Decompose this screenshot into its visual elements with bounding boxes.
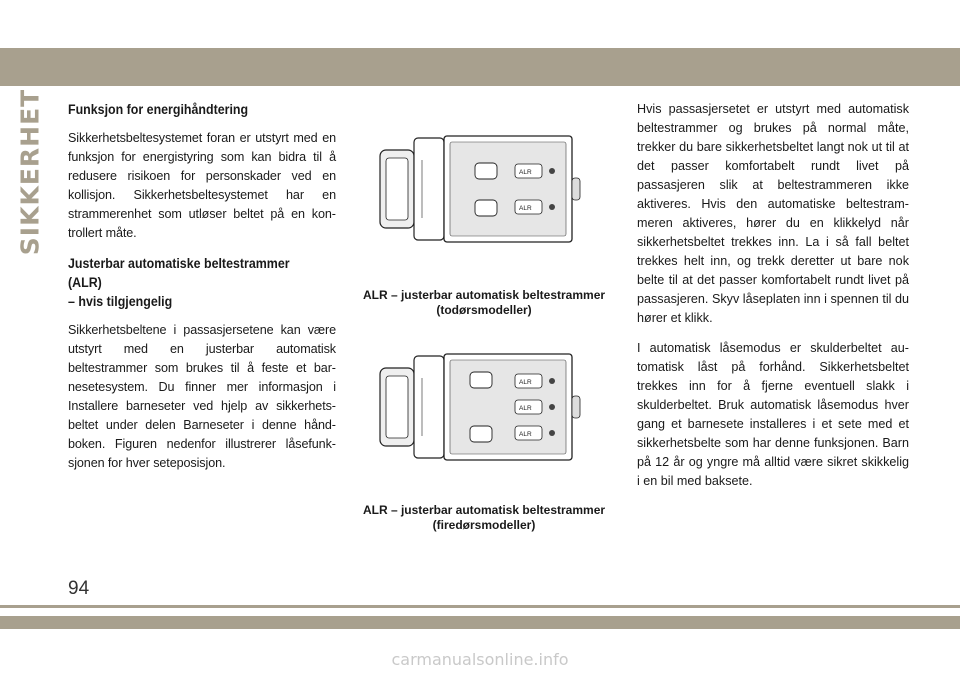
paragraph-passenger-seat: Hvis passasjersetet er utstyrt med automatisk beltestrammer og brukes på normal måte, trekker du bare sikkerhetsbeltet langt nok ut til at det passer komfortabelt rundt livet på passasjeren slik at beltestrammeren ikke aktiveres. Hvis den automatiske beltestrammeren aktiveres, hører du en klikkelyd når sikkerhetsbeltet trekkes inn. La i så fall beltet trekkes helt inn, og trekk deretter ut bare nok belte til at det passer komfortabelt rundt livet på passasjeren. Skyv låseplaten inn i spennen til du hører et klikk. [637, 102, 909, 325]
section-tab-label: SIKKERHET [15, 88, 45, 256]
heading-alr [68, 254, 315, 311]
spare-tire-icon [572, 396, 580, 418]
section-tab [10, 88, 50, 256]
alr-badge-label: ALR [519, 169, 532, 176]
two-door-vehicle-diagram [374, 130, 584, 248]
alr-badge-label: ALR [519, 431, 532, 438]
footer-band [0, 616, 960, 629]
spare-tire-icon [572, 178, 580, 200]
four-door-vehicle-diagram [374, 348, 584, 466]
caption-line2: (todørsmodeller) [436, 303, 532, 317]
alr-badge-label: ALR [519, 379, 532, 386]
seat-icon [549, 378, 555, 384]
paragraph-auto-lock-mode: I automatisk låsemodus er skulderbeltet automatisk låst på forhånd. Sikkerhetsbeltet trekkes inn for å fjerne eventuell slakk i skulderbeltet. Bruk automatisk låsemodus hver gang et barnesete installeres i et sete med et sikkerhetsbelte som har denne funksjonen. Barn på 12 år og yngre må alltid være sikret skikkelig i en bil med baksete. [637, 341, 909, 488]
alr-badge-rear [515, 200, 542, 214]
heading-energy-management: Funksjon for energihåndtering [68, 102, 249, 117]
alr-badge-label: ALR [519, 405, 532, 412]
figure-caption-two-door [356, 288, 612, 318]
heading-alr-line1: Justerbar automatiske beltestrammer (ALR) [68, 256, 290, 290]
seat-icon [549, 404, 555, 410]
alr-badge-front [515, 164, 542, 178]
alr-badge-right [515, 426, 542, 440]
caption-line2: (firedørsmodeller) [432, 518, 536, 532]
footer-line [0, 605, 960, 608]
alr-badge-label: ALR [519, 205, 532, 212]
page-number: 94 [68, 578, 90, 599]
heading-alr-line2: – hvis tilgjengelig [68, 294, 173, 309]
figure-caption-four-door [356, 503, 612, 533]
paragraph-energy-management: Sikkerhetsbeltesystemet foran er utstyrt med en funksjon for energistyring som kan bidra til å redusere risikoen for personskader ved en kollisjon. Sikkerhetsbeltesystemet har en strammerenhet som utløser beltet på en kontrollert måte. [68, 131, 336, 240]
caption-line1: ALR – justerbar automatisk beltestrammer [362, 503, 606, 517]
watermark: carmanualsonline.info [391, 650, 569, 669]
seat-icon [549, 204, 555, 210]
alr-badge-center [515, 400, 542, 414]
caption-line1: ALR – justerbar automatisk beltestrammer [362, 288, 606, 302]
header-band [0, 48, 960, 86]
left-column [68, 100, 336, 484]
right-column [637, 100, 909, 502]
seat-icon [549, 430, 555, 436]
paragraph-alr: Sikkerhetsbeltene i passasjersetene kan være utstyrt med en justerbar automatisk beltestrammer som brukes til å feste et barnesetesystem. Du finner mer informasjon i Installere barneseter ved hjelp av sikkerhetsbeltet under delen Barneseter i denne håndboken. Figuren nedenfor illustrerer låsefunksjonen for hver seteposisjon. [68, 323, 336, 470]
seat-icon [549, 168, 555, 174]
alr-badge-left [515, 374, 542, 388]
